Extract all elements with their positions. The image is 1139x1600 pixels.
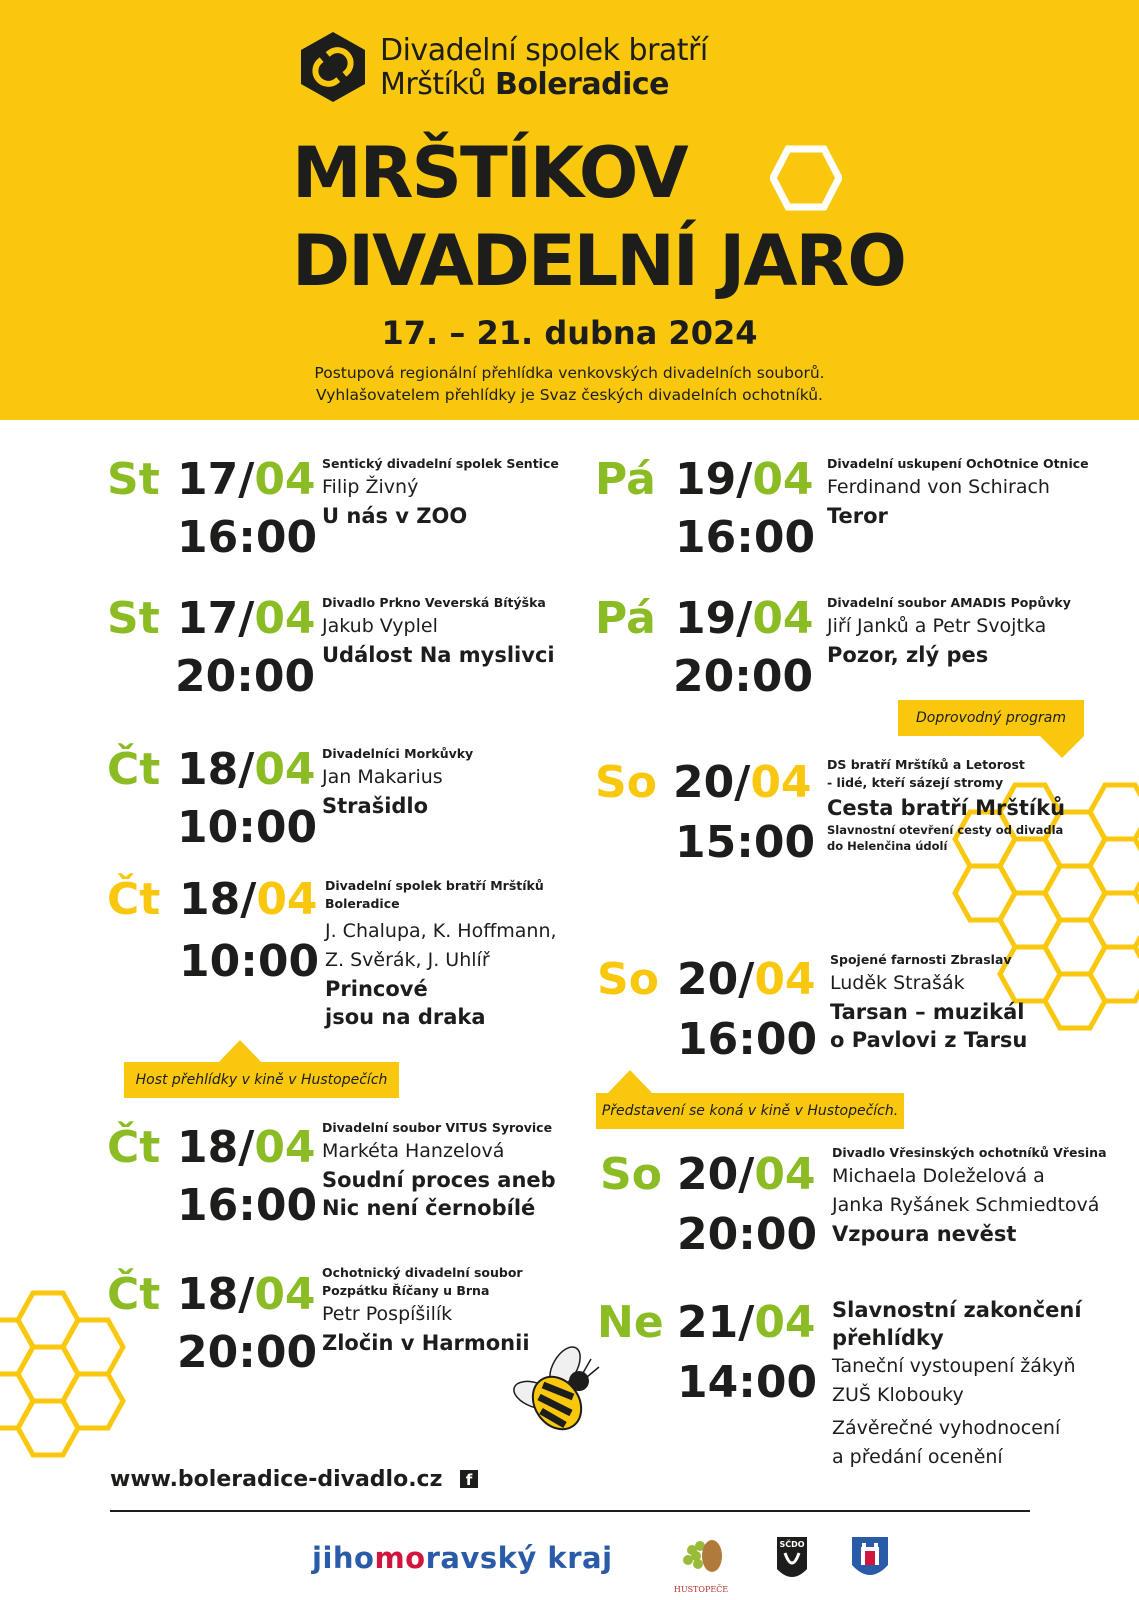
- event-time: 20:00: [175, 651, 316, 702]
- event-time: 20:00: [673, 651, 814, 702]
- event-day: So: [595, 757, 657, 808]
- event-play-line2: o Pavlovi z Tarsu: [830, 1028, 1028, 1052]
- event-day: St: [107, 593, 160, 644]
- event-date: 18/04: [177, 744, 316, 795]
- website-link[interactable]: www.boleradice-divadlo.cz: [110, 1467, 443, 1492]
- event-play-line1: Soudní proces aneb: [322, 1168, 556, 1192]
- event-date: 17/04: [177, 454, 316, 505]
- event-date: 20/04: [677, 1149, 816, 1200]
- event-group: Divadlo Prkno Veverská Bítýška: [322, 595, 546, 610]
- event-author-line4: a předání ocenění: [832, 1446, 1003, 1468]
- event-day: Čt: [107, 744, 161, 795]
- event-date: 18/04: [179, 874, 318, 925]
- event-time: 20:00: [677, 1209, 818, 1260]
- event-info: [322, 1264, 530, 1357]
- event-author: Filip Živný: [322, 476, 419, 498]
- event-info: [827, 756, 1065, 854]
- event-group-line2: Boleradice: [325, 896, 400, 911]
- event-time: 10:00: [179, 936, 320, 987]
- event-info: [325, 877, 557, 1031]
- event-author-line1: Taneční vystoupení žákyň: [832, 1355, 1076, 1377]
- event-time: 16:00: [177, 1180, 318, 1231]
- scdo-logo-icon: [775, 1535, 809, 1585]
- event-author-line1: Michaela Doleželová a: [832, 1165, 1045, 1187]
- festival-subtitle-line1: Postupová regionální přehlídka venkovských divadelních souborů.: [314, 364, 825, 382]
- festival-title-line2: DIVADELNÍ JARO: [292, 220, 905, 302]
- bee-icon: [495, 1345, 605, 1445]
- event-play-line1: Slavnostní zakončení: [832, 1298, 1082, 1322]
- event-group: Divadelní soubor VITUS Syrovice: [322, 1120, 553, 1135]
- event-info: [322, 594, 555, 669]
- event-day: Čt: [107, 1269, 161, 1320]
- event-play: Strašidlo: [322, 794, 429, 818]
- event-play-line2: jsou na draka: [325, 1005, 486, 1029]
- event-note-line2: do Helenčina údolí: [827, 839, 948, 853]
- event-info: [322, 1119, 556, 1222]
- hexagon-icon: [770, 145, 842, 211]
- event-author: Jakub Vyplel: [322, 615, 438, 637]
- event-date: 20/04: [677, 954, 816, 1005]
- host-tag: Host přehlídky v kině v Hustopečích: [124, 1062, 399, 1098]
- event-info: [827, 594, 1071, 669]
- organizer-name-line2: Mrštíků Boleradice: [380, 67, 669, 102]
- event-date: 21/04: [677, 1297, 816, 1348]
- event-info: [827, 455, 1089, 530]
- event-time: 16:00: [677, 1014, 818, 1065]
- companion-program-tag: Doprovodný program: [898, 700, 1084, 736]
- footer-divider: [110, 1510, 1030, 1512]
- event-author: Jiří Janků a Petr Svojtka: [827, 615, 1047, 637]
- tag-arrow-icon: [1040, 736, 1084, 758]
- event-group-line2: - lidé, kteří sázejí stromy: [827, 775, 1004, 790]
- hustopece-crest-icon: [672, 1530, 730, 1596]
- facebook-icon[interactable]: f: [460, 1470, 478, 1488]
- event-day: Čt: [107, 1122, 161, 1173]
- event-time: 16:00: [675, 512, 816, 563]
- event-day: Ne: [597, 1297, 664, 1348]
- event-info: [322, 455, 559, 530]
- event-author-line2: ZUŠ Klobouky: [832, 1384, 964, 1406]
- festival-dates: 17. – 21. dubna 2024: [381, 314, 758, 352]
- event-group-line2: Pozpátku Říčany u Brna: [322, 1283, 490, 1298]
- event-play: Pozor, zlý pes: [827, 643, 989, 667]
- event-author: Luděk Strašák: [830, 972, 965, 994]
- event-group: Divadlo Vřesinských ochotníků Vřesina: [832, 1145, 1107, 1160]
- event-group: Sentický divadelní spolek Sentice: [322, 456, 559, 471]
- event-author: Jan Makarius: [322, 766, 443, 788]
- event-day: Pá: [595, 454, 656, 505]
- theatre-logo-icon: [296, 30, 370, 104]
- crest-town-label: HUSTOPEČE: [673, 1585, 729, 1594]
- event-author-line1: J. Chalupa, K. Hoffmann,: [325, 920, 557, 942]
- event-time: 20:00: [177, 1327, 318, 1378]
- event-note-line1: Slavnostní otevření cesty od divadla: [827, 823, 1064, 837]
- event-day: St: [107, 454, 160, 505]
- event-group-line1: Ochotnický divadelní soubor: [322, 1265, 523, 1280]
- festival-title-line1: MRŠTÍKOV: [292, 132, 687, 214]
- event-author-line2: Janka Ryšánek Schmiedtová: [832, 1194, 1100, 1216]
- event-play-line2: přehlídky: [832, 1326, 944, 1350]
- event-day: Pá: [595, 593, 656, 644]
- festival-subtitle-line2: Vyhlašovatelem přehlídky je Svaz českých divadelních ochotníků.: [316, 386, 823, 404]
- event-info: [322, 745, 473, 820]
- event-time: 10:00: [177, 802, 318, 853]
- event-group: Divadelní soubor AMADIS Popůvky: [827, 595, 1071, 610]
- scdo-label: SČDO: [779, 1540, 805, 1549]
- event-info: [832, 1144, 1107, 1248]
- boleradice-crest-icon: [850, 1535, 890, 1585]
- event-author: Ferdinand von Schirach: [827, 476, 1050, 498]
- event-group: Divadelníci Morkůvky: [322, 746, 474, 761]
- event-play: U nás v ZOO: [322, 504, 468, 528]
- event-play-line2: Nic není černobílé: [322, 1196, 536, 1220]
- event-day: So: [597, 954, 659, 1005]
- event-day: Čt: [107, 874, 161, 925]
- event-time: 14:00: [677, 1357, 818, 1408]
- event-date: 19/04: [675, 454, 814, 505]
- event-play: Cesta bratří Mrštíků: [827, 796, 1066, 820]
- event-date: 18/04: [177, 1269, 316, 1320]
- event-date: 17/04: [177, 593, 316, 644]
- event-play-line1: Tarsan – muzikál: [830, 1000, 1025, 1024]
- cinema-tag: Představení se koná v kině v Hustopečích.: [596, 1093, 904, 1129]
- event-info: [830, 951, 1027, 1054]
- event-play: Vzpoura nevěst: [832, 1222, 1017, 1246]
- event-author-line3: Závěrečné vyhodnocení: [832, 1417, 1061, 1439]
- event-group: Spojené farnosti Zbraslav: [830, 952, 1012, 967]
- event-play-line1: Princové: [325, 977, 428, 1001]
- event-author-line2: Z. Svěrák, J. Uhlíř: [325, 949, 490, 971]
- event-play: Zločin v Harmonii: [322, 1331, 530, 1355]
- event-info: [832, 1296, 1082, 1472]
- event-date: 20/04: [673, 757, 812, 808]
- event-time: 15:00: [675, 817, 816, 868]
- event-group-line1: Divadelní spolek bratří Mrštíků: [325, 878, 544, 893]
- event-group: Divadelní uskupení OchOtnice Otnice: [827, 456, 1089, 471]
- event-day: So: [600, 1149, 662, 1200]
- event-play: Událost Na myslivci: [322, 643, 555, 667]
- event-date: 19/04: [675, 593, 814, 644]
- event-time: 16:00: [177, 512, 318, 563]
- header-banner: [0, 0, 1139, 420]
- organizer-name-line1: Divadelní spolek bratří: [380, 33, 708, 68]
- event-author: Petr Pospíšilík: [322, 1303, 453, 1325]
- event-group-line1: DS bratří Mrštíků a Letorost: [827, 757, 1025, 772]
- event-author: Markéta Hanzelová: [322, 1140, 505, 1162]
- event-date: 18/04: [177, 1122, 316, 1173]
- region-logo: jihomoravský kraj: [312, 1541, 613, 1575]
- event-play: Teror: [827, 504, 888, 528]
